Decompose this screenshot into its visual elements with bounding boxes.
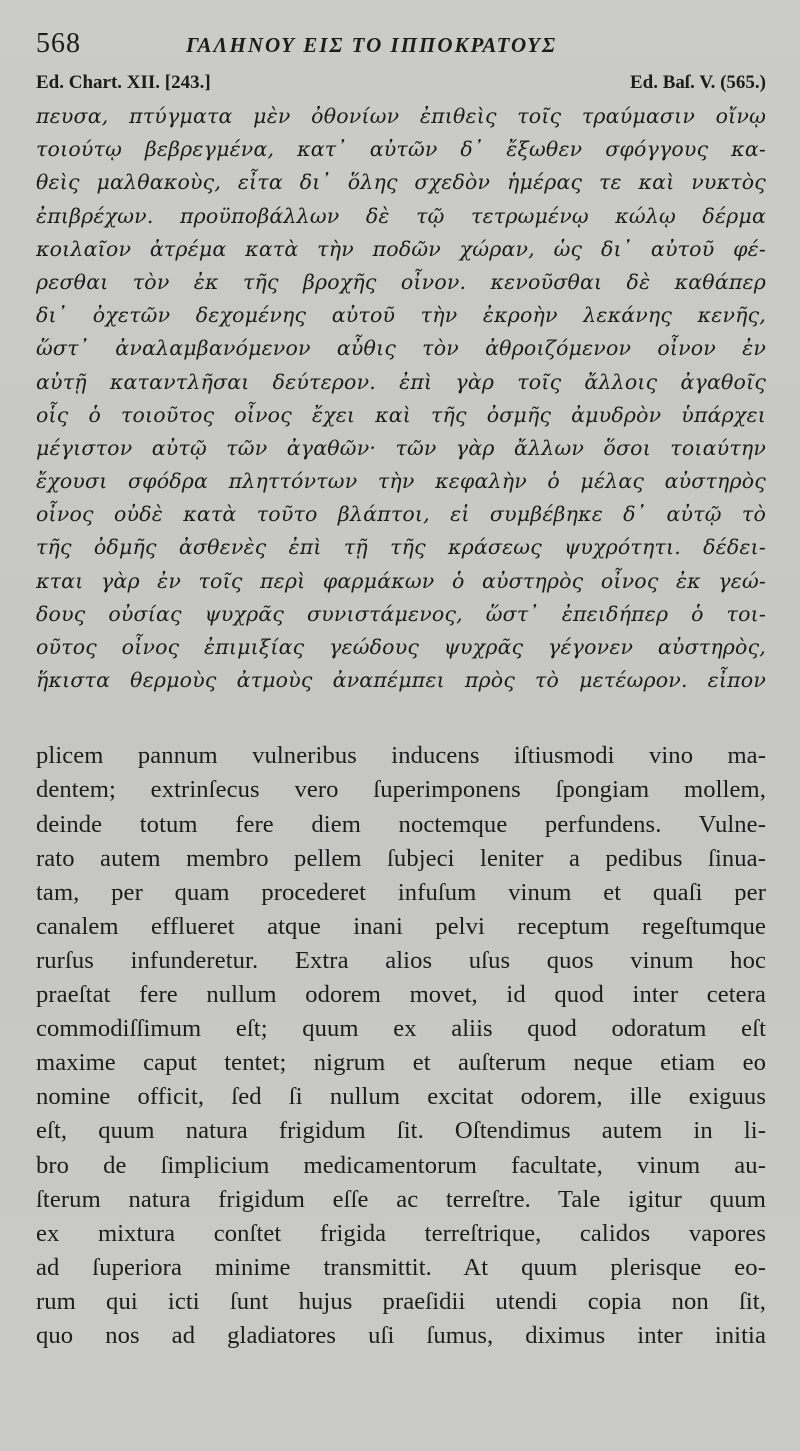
latin-line: maxime caput tentet; nigrum et auſterum neque etiam eo xyxy=(36,1049,766,1077)
latin-line: dentem; extrinſecus vero ſuperimponens ſpongiam mollem, xyxy=(36,776,766,804)
latin-line: nomine officit, ſed ſi nullum excitat odorem, ille exiguus xyxy=(36,1083,766,1111)
latin-line: praeſtat fere nullum odorem movet, id quod inter cetera xyxy=(36,981,766,1009)
latin-line: ex mixtura conſtet frigida terreſtrique, calidos vapores xyxy=(36,1219,766,1247)
latin-line: ſterum natura frigidum eſſe ac terreſtre. Tale igitur quum xyxy=(36,1185,766,1213)
latin-line: deinde totum fere diem noctemque perfundens. Vulne- xyxy=(36,810,766,838)
greek-line: μέγιστον αὐτῷ τῶν ἀγαθῶν· τῶν γὰρ ἄλλων ὅσοι τοιαύτην xyxy=(36,435,766,460)
latin-text-block xyxy=(36,739,766,1353)
latin-line: commodiſſimum eſt; quum ex aliis quod odoratum eſt xyxy=(36,1015,766,1043)
greek-line: δους οὐσίας ψυχρᾶς συνιστάμενος, ὥστ᾽ ἐπειδήπερ ὁ τοι- xyxy=(36,601,766,626)
page-number: 568 xyxy=(36,28,81,59)
latin-line: rurſus infunderetur. Extra alios uſus quos vinum hoc xyxy=(36,946,766,974)
greek-line: αὐτῇ καταντλῆσαι δεύτερον. ἐπὶ γὰρ τοῖς ἄλλοις ἀγαθοῖς xyxy=(36,369,766,394)
edition-basel: Ed. Baſ. V. (565.) xyxy=(629,72,766,93)
latin-line: quo nos ad gladiatores uſi ſumus, diximus inter initia xyxy=(36,1321,766,1349)
latin-line: rum qui icti ſunt hujus praeſidii utendi copia non ſit, xyxy=(36,1287,766,1315)
greek-line: ἐπιβρέχων. προϋποβάλλων δὲ τῷ τετρωμένῳ κώλῳ δέρμα xyxy=(36,203,766,228)
greek-line: ὥστ᾽ ἀναλαμβανόμενον αὖθις τὸν ἀθροιζόμενον οἶνον ἐν xyxy=(36,336,766,361)
latin-line: eſt, quum natura frigidum ſit. Oſtendimus autem in li- xyxy=(36,1117,766,1145)
greek-text-block xyxy=(36,100,766,697)
greek-line: δι᾽ ὀχετῶν δεχομένης αὐτοῦ τὴν ἐκροὴν λεκάνης κενῆς, xyxy=(36,303,766,328)
running-title: ΓΑΛΗΝΟΥ ΕΙΣ ΤΟ ΙΠΠΟΚΡΑΤΟΥΣ xyxy=(186,33,557,57)
latin-line: tam, per quam procederet infuſum vinum et quaſi per xyxy=(36,878,766,906)
greek-line: ἥκιστα θερμοὺς ἀτμοὺς ἀναπέμπει πρὸς τὸ μετέωρον. εἶπον xyxy=(36,668,766,693)
greek-line: κοιλαῖον ἀτρέμα κατὰ τὴν ποδῶν χώραν, ὡς δι᾽ αὐτοῦ φέ- xyxy=(36,236,766,261)
greek-line: τοιούτῳ βεβρεγμένα, κατ᾽ αὐτῶν δ᾽ ἔξωθεν σφόγγους κα- xyxy=(36,137,766,162)
latin-line: bro de ſimplicium medicamentorum facultate, vinum au- xyxy=(36,1151,766,1179)
edition-line xyxy=(36,72,766,100)
edition-chartier: Ed. Chart. XII. [243.] xyxy=(36,72,211,93)
greek-line: οἶνος οὐδὲ κατὰ τοῦτο βλάπτοι, εἰ συμβέβηκε δ᾽ αὐτῷ τὸ xyxy=(36,502,766,527)
greek-line: θεὶς μαλθακοὺς, εἶτα δι᾽ ὅλης σχεδὸν ἡμέρας τε καὶ νυκτὸς xyxy=(36,170,766,195)
greek-line: οῦτος οἶνος ἐπιμιξίας γεώδους ψυχρᾶς γέγονεν αὐστηρὸς, xyxy=(36,635,766,659)
latin-line: plicem pannum vulneribus inducens iſtiusmodi vino ma- xyxy=(36,742,766,770)
greek-line: πευσα, πτύγματα μὲν ὀθονίων ἐπιθεὶς τοῖς τραύμασιν οἴνῳ xyxy=(36,104,766,128)
greek-line: κται γὰρ ἐν τοῖς περὶ φαρμάκων ὁ αὐστηρὸς οἶνος ἐκ γεώ- xyxy=(36,568,766,593)
greek-line: οἷς ὁ τοιοῦτος οἶνος ἔχει καὶ τῆς ὀσμῆς ἀμυδρὸν ὑπάρχει xyxy=(36,402,766,427)
running-head xyxy=(36,28,766,68)
greek-line: ἔχουσι σφόδρα πληττόντων τὴν κεφαλὴν ὁ μέλας αὐστηρὸς xyxy=(36,469,766,494)
column-gap xyxy=(36,697,766,739)
latin-line: rato autem membro pellem ſubjeci leniter a pedibus ſinua- xyxy=(36,844,766,872)
latin-line: canalem efflueret atque inani pelvi receptum regeſtumque xyxy=(36,912,766,940)
latin-line: ad ſuperiora minime transmittit. At quum plerisque eo- xyxy=(36,1253,766,1281)
greek-line: τῆς ὀδμῆς ἀσθενὲς ἐπὶ τῇ τῆς κράσεως ψυχρότητι. δέδει- xyxy=(36,535,766,560)
greek-line: ρεσθαι τὸν ἐκ τῆς βροχῆς οἶνον. κενοῦσθαι δὲ καθάπερ xyxy=(36,269,766,294)
